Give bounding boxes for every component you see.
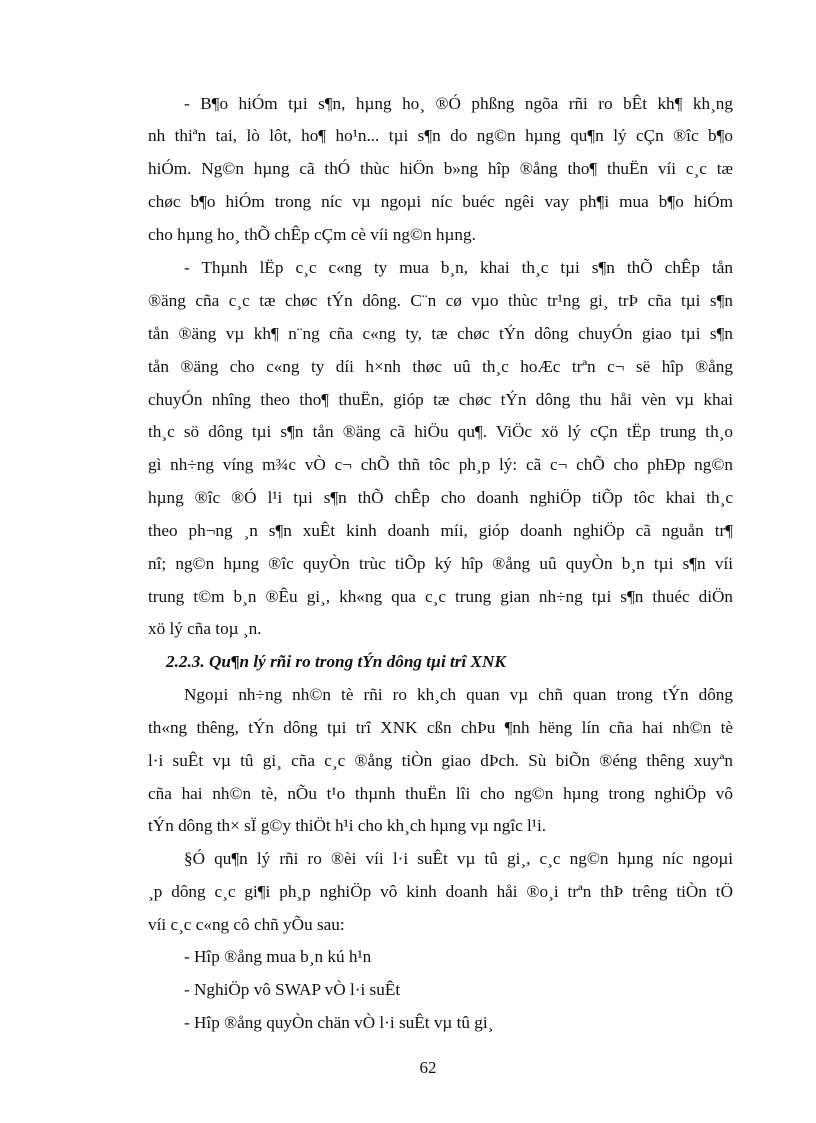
text-line: cho hµng ho¸ thÕ chÊp cÇm cè víi ng©n hµng. — [148, 225, 476, 244]
text-line: - Thµnh lËp c¸c c«ng ty mua b¸n, khai th¸c tµi s¶n thÕ chÊp tån — [184, 258, 733, 277]
text-line: tån ®äng cho c«ng ty díi h×nh thøc uû th¸c hoÆc trªn c¬ së hîp ®ång — [148, 357, 733, 376]
list-item: - Hîp ®ång quyÒn chän vÒ l·i suÊt vµ tû gi¸ — [184, 1013, 494, 1032]
text-line: chuyÓn nhîng theo tho¶ thuËn, gióp tæ chøc tÝn dông thu håi vèn vµ khai — [148, 390, 733, 409]
text-line: nh thiªn tai, lò lôt, ho¶ ho¹n... tµi s¶n do ng©n hµng qu¶n lý cÇn ®îc b¶o — [148, 126, 733, 145]
text-line: trung t©m b¸n ®Êu gi¸, kh«ng qua c¸c trung gian nh÷ng tµi s¶n thuéc diÖn — [148, 587, 733, 606]
text-line: l·i suÊt vµ tû gi¸ cña c¸c ®ång tiÒn giao dÞch. Sù biÕn ®éng thêng xuyªn — [148, 751, 733, 770]
text-line: tÝn dông th× sÏ g©y thiÖt h¹i cho kh¸ch hµng vµ ngîc l¹i. — [148, 816, 547, 835]
page-number: 62 — [419, 1058, 437, 1077]
text-line: chøc b¶o hiÓm trong níc vµ ngoµi níc buéc ngêi vay ph¶i mua b¶o hiÓm — [148, 192, 733, 211]
section-heading: 2.2.3. Qu¶n lý rñi ro trong tÝn dông tµi trî XNK — [166, 652, 506, 671]
text-line: theo ph¬ng ¸n s¶n xuÊt kinh doanh míi, gióp doanh nghiÖp cã nguån tr¶ — [148, 521, 733, 540]
text-line: víi c¸c c«ng cô chñ yÕu sau: — [148, 915, 345, 934]
text-line: th«ng thêng, tÝn dông tµi trî XNK cßn chÞu ¶nh hëng lín cña hai nh©n tè — [148, 718, 733, 737]
list-item: - Hîp ®ång mua b¸n kú h¹n — [184, 947, 372, 966]
text-line: §Ó qu¶n lý rñi ro ®èi víi l·i suÊt vµ tû gi¸, c¸c ng©n hµng níc ngoµi — [184, 849, 733, 868]
text-line: ¸p dông c¸c gi¶i ph¸p nghiÖp vô kinh doanh håi ®o¸i trªn thÞ trêng tiÒn tÖ — [148, 882, 733, 901]
text-line: Ngoµi nh÷ng nh©n tè rñi ro kh¸ch quan vµ chñ quan trong tÝn dông — [184, 685, 733, 704]
text-line: hiÓm. Ng©n hµng cã thÓ thùc hiÖn b»ng hîp ®ång tho¶ thuËn víi c¸c tæ — [148, 159, 733, 178]
text-line: xö lý cña toµ ¸n. — [148, 619, 262, 638]
text-line: tån ®äng vµ kh¶ n¨ng cña c«ng ty, tæ chøc tÝn dông chuyÓn giao tµi s¶n — [148, 324, 733, 343]
text-line: cña hai nh©n tè, nÕu t¹o thµnh thuËn lîi cho ng©n hµng trong nghiÖp vô — [148, 784, 733, 803]
text-line: ®äng cña c¸c tæ chøc tÝn dông. C¨n cø vµo thùc tr¹ng gi¸ trÞ cña tµi s¶n — [148, 291, 733, 310]
text-line: gì nh÷ng víng m¾c vÒ c¬ chÕ thñ tôc ph¸p lý: cã c¬ chÕ cho phÐp ng©n — [148, 455, 733, 474]
text-line: hµng ®îc ®Ó l¹i tµi s¶n thÕ chÊp cho doanh nghiÖp tiÕp tôc khai th¸c — [148, 488, 733, 507]
text-line: - B¶o hiÓm tµi s¶n, hµng ho¸ ®Ó phßng ngõa rñi ro bÊt kh¶ kh¸ng — [184, 94, 733, 113]
list-item: - NghiÖp vô SWAP vÒ l·i suÊt — [184, 980, 401, 999]
text-line: th¸c sö dông tµi s¶n tån ®äng cã hiÖu qu¶. ViÖc xö lý cÇn tËp trung th¸o — [148, 422, 733, 441]
text-line: nî; ng©n hµng ®îc quyÒn trùc tiÕp ký hîp ®ång uû quyÒn b¸n tµi s¶n víi — [148, 554, 733, 573]
